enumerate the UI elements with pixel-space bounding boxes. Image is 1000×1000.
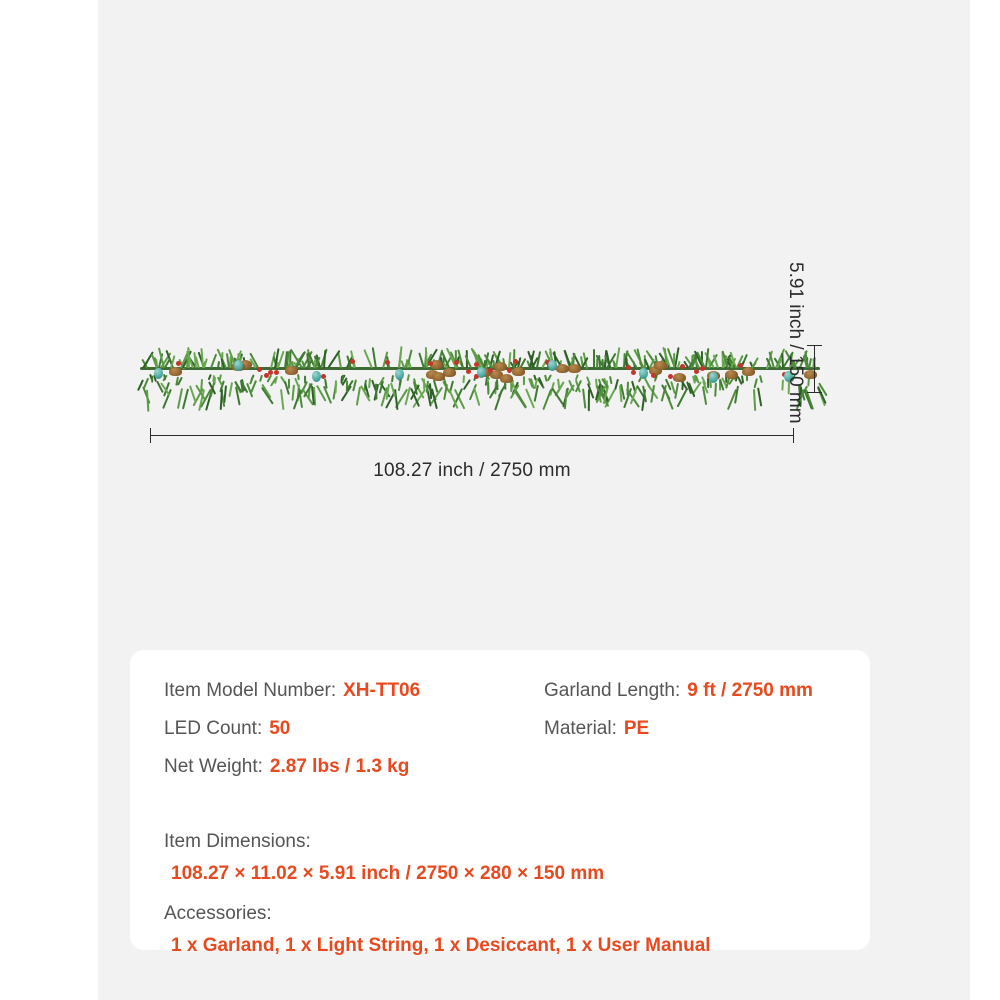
width-dimension-bar <box>150 435 794 436</box>
spec-block-item-dimensions <box>164 828 864 888</box>
spec-label-garland-length: Garland Length: <box>544 680 681 701</box>
spec-value-accessories: 1 x Garland, 1 x Light String, 1 x Desiccant, 1 x User Manual <box>171 935 711 956</box>
spec-value-material: PE <box>623 718 650 739</box>
spec-value-net-weight: 2.87 lbs / 1.3 kg <box>269 756 410 777</box>
spec-column-right <box>544 678 874 754</box>
spec-value-model: XH-TT06 <box>343 680 421 701</box>
height-dimension-bottom-cap <box>807 392 822 393</box>
spec-row-led-count <box>164 716 544 742</box>
spec-label-led-count: LED Count: <box>164 718 263 739</box>
garland-illustration <box>140 338 820 396</box>
spec-label-accessories: Accessories: <box>164 903 272 924</box>
spec-label-item-dimensions: Item Dimensions: <box>164 831 311 852</box>
spec-value-led-count: 50 <box>269 718 291 739</box>
spec-label-net-weight: Net Weight: <box>164 756 263 777</box>
height-dimension-top-cap <box>807 345 822 346</box>
specification-card <box>130 650 870 956</box>
spec-block-accessories <box>164 900 864 960</box>
spec-label-material: Material: <box>544 718 617 739</box>
spec-row-model <box>164 678 544 704</box>
spec-lower-blocks <box>164 828 864 972</box>
spec-row-material <box>544 716 874 742</box>
width-dimension-line <box>150 427 794 447</box>
height-dimension-line <box>805 345 825 393</box>
right-margin <box>970 0 1000 1000</box>
spec-row-garland-length <box>544 678 874 704</box>
product-image <box>130 320 830 420</box>
spec-column-left <box>164 678 544 792</box>
spec-value-item-dimensions: 108.27 × 11.02 × 5.91 inch / 2750 × 280 × 150 mm <box>171 863 605 884</box>
width-dimension-label: 108.27 inch / 2750 mm <box>373 460 571 481</box>
height-dimension-bar <box>814 345 815 393</box>
spec-label-model: Item Model Number: <box>164 680 337 701</box>
spec-row-net-weight <box>164 754 544 780</box>
height-dimension-label: 5.91 inch / 150 mm <box>785 262 806 424</box>
width-dimension-left-cap <box>150 428 151 443</box>
spec-value-garland-length: 9 ft / 2750 mm <box>687 680 813 701</box>
left-margin <box>0 0 98 1000</box>
